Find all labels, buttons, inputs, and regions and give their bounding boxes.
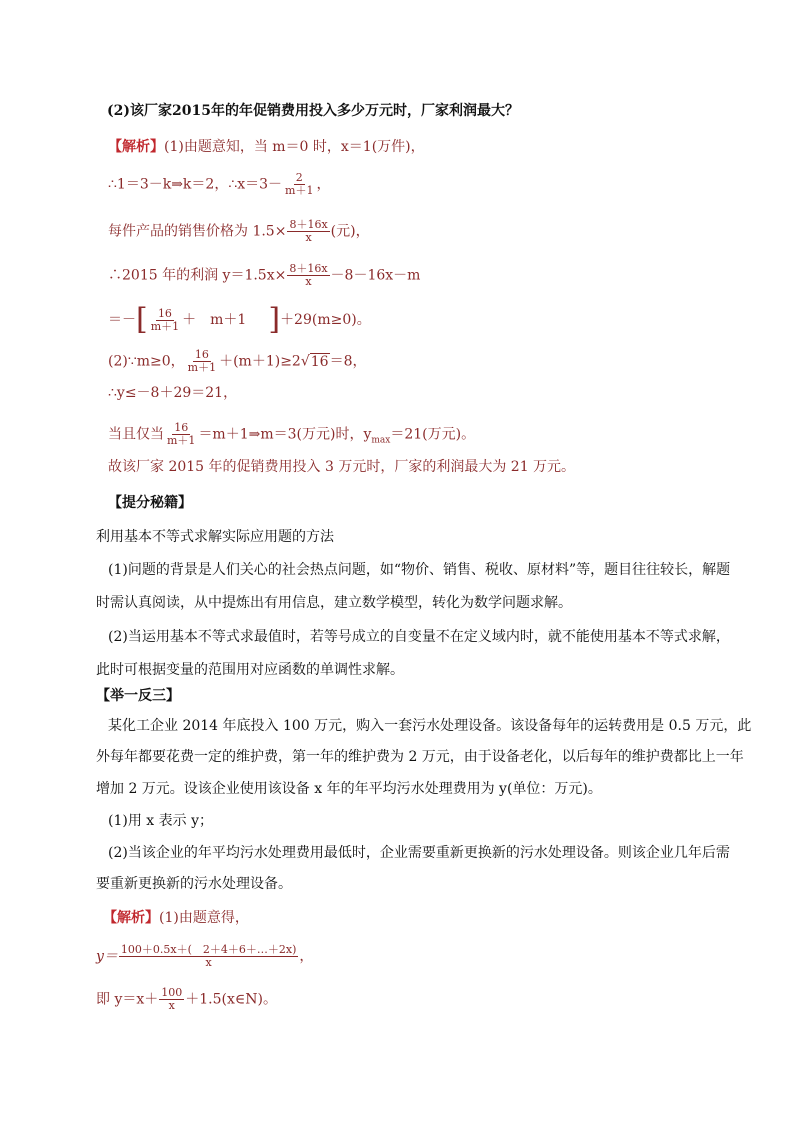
solution-text: 每件产品的销售价格为 1.5× bbox=[108, 223, 287, 240]
solution-tag: 【解析】 bbox=[108, 139, 164, 155]
tips-paragraph: (2)当运用基本不等式求最值时，若等号成立的自变量不在定义域内时，就不能使用基本不等式求解， bbox=[108, 629, 730, 645]
solution-line bbox=[96, 987, 277, 1012]
fraction-denominator: x bbox=[305, 231, 312, 244]
fraction-numerator: 16 bbox=[194, 348, 209, 361]
fraction-denominator: m＋1 bbox=[167, 434, 196, 447]
example-question: 要重新更换新的污水处理设备。 bbox=[96, 876, 292, 892]
fraction bbox=[159, 987, 184, 1012]
fraction bbox=[149, 308, 181, 333]
fraction-numerator: 16 bbox=[174, 421, 189, 434]
solution-text: ＋ m＋1 bbox=[182, 312, 247, 328]
fraction-denominator: x bbox=[205, 956, 212, 969]
solution-line: 故该厂家 2015 年的促销费用投入 3 万元时，厂家的利润最大为 21 万元。 bbox=[108, 459, 576, 475]
example-heading: 【举一反三】 bbox=[96, 688, 180, 704]
fraction-denominator: x bbox=[168, 999, 175, 1012]
solution-text: ＋(m＋1)≥2 bbox=[219, 353, 301, 370]
solution-text: ＝m＋1⇒m＝3(万元)时，y bbox=[198, 426, 372, 443]
example-question: (1)用 x 表示 y； bbox=[108, 813, 213, 829]
fraction bbox=[283, 172, 315, 197]
fraction-denominator: m＋1 bbox=[150, 319, 180, 333]
solution-line: ∴y≤－8＋29＝21， bbox=[108, 385, 238, 401]
solution-text: ∴2015 年的利润 y＝1.5x× bbox=[108, 267, 287, 284]
solution-text: 当且仅当 bbox=[108, 426, 164, 443]
example-paragraph: 增加 2 万元。设该企业使用该设备 x 年的年平均污水处理费用为 y(单位：万元)。 bbox=[96, 781, 602, 797]
solution-text: ＝－ bbox=[108, 312, 136, 328]
solution-tag: 【解析】 bbox=[103, 910, 159, 926]
fraction-numerator: 100 bbox=[161, 986, 183, 999]
solution-line bbox=[96, 944, 313, 969]
solution-line bbox=[108, 219, 370, 244]
solution-text: ， bbox=[299, 948, 314, 965]
fraction-numerator: 100＋0.5x＋( 2＋4＋6＋…＋2x) bbox=[120, 943, 297, 956]
fraction bbox=[287, 263, 329, 288]
solution-text: (1)由题意知，当 m＝0 时，x＝1(万件)， bbox=[164, 139, 425, 155]
solution-text: ， bbox=[316, 176, 331, 193]
solution-line bbox=[108, 172, 330, 197]
fraction bbox=[119, 944, 298, 969]
solution-text: ＋29(m≥0)。 bbox=[280, 312, 371, 328]
fraction bbox=[287, 219, 329, 244]
fraction-numerator: 16 bbox=[157, 306, 172, 320]
solution-text: (元)， bbox=[330, 223, 370, 240]
tips-paragraph: 时需认真阅读，从中提炼出有用信息，建立数学模型，转化为数学问题求解。 bbox=[96, 595, 572, 611]
fraction-numerator: 8＋16x bbox=[289, 262, 328, 275]
left-bracket: [ bbox=[136, 302, 148, 337]
fraction-denominator: m＋1 bbox=[285, 184, 314, 197]
tips-paragraph: (1)问题的背景是人们关心的社会热点问题，如“物价、销售、税收、原材料”等，题目往往较长，解题 bbox=[108, 562, 731, 578]
solution-text: ＝8， bbox=[329, 353, 367, 370]
solution-text: 即 y＝x＋ bbox=[96, 991, 159, 1008]
solution-text: ∴1＝3－k⇒k＝2，∴x＝3－ bbox=[108, 176, 283, 193]
fraction bbox=[165, 422, 197, 447]
solution-line bbox=[108, 422, 475, 450]
right-bracket: ] bbox=[268, 302, 281, 337]
tips-intro: 利用基本不等式求解实际应用题的方法 bbox=[96, 529, 334, 545]
solution-text: (2)∵m≥0， bbox=[108, 353, 185, 370]
solution-text: (1)由题意得， bbox=[159, 910, 249, 926]
solution-text: y＝ bbox=[96, 948, 118, 965]
tips-heading: 【提分秘籍】 bbox=[108, 495, 192, 511]
solution-text: ＋1.5(x∈N)。 bbox=[185, 991, 277, 1008]
tips-paragraph: 此时可根据变量的范围用对应函数的单调性求解。 bbox=[96, 662, 404, 678]
example-paragraph: 某化工企业 2014 年底投入 100 万元，购入一套污水处理设备。该设备每年的运转费用是 0.5 万元，此 bbox=[108, 718, 752, 734]
solution-line bbox=[103, 908, 249, 928]
solution-line bbox=[108, 349, 367, 374]
subscript: max bbox=[371, 435, 391, 446]
fraction bbox=[186, 349, 218, 374]
fraction-denominator: m＋1 bbox=[187, 361, 217, 374]
question-2: (2)该厂家2015年的年促销费用投入多少万元时，厂家利润最大？ bbox=[107, 103, 519, 119]
fraction-numerator: 8＋16x bbox=[289, 218, 328, 231]
solution-text: －8－16x－m bbox=[330, 267, 421, 284]
solution-line bbox=[108, 137, 425, 157]
fraction-numerator: 2 bbox=[295, 171, 303, 184]
example-paragraph: 外每年都要花费一定的维护费，第一年的维护费为 2 万元，由于设备老化，以后每年的维护费都比上一年 bbox=[96, 749, 744, 765]
solution-line bbox=[108, 302, 371, 337]
sqrt-radicand: 16 bbox=[310, 353, 329, 370]
fraction-denominator: x bbox=[305, 275, 312, 288]
solution-line bbox=[108, 263, 420, 288]
solution-text: ＝21(万元)。 bbox=[390, 426, 476, 443]
sqrt-sign: √ bbox=[300, 353, 310, 370]
example-question: (2)当该企业的年平均污水处理费用最低时，企业需要重新更换新的污水处理设备。则该企业几年后需 bbox=[108, 845, 730, 861]
